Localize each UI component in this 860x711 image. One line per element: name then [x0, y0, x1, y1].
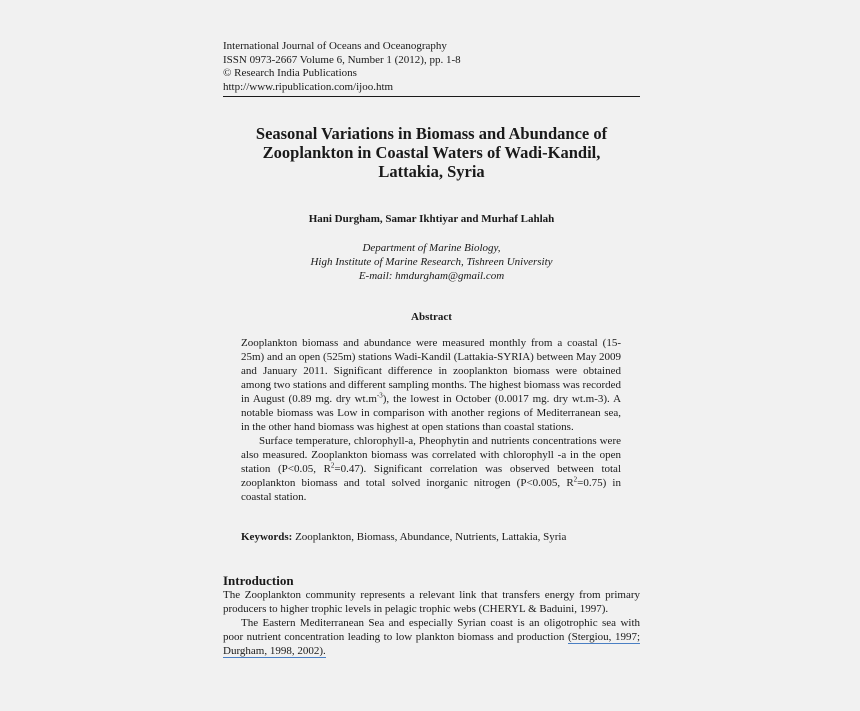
- abstract-paragraph-1: Zooplankton biomass and abundance were measured monthly from a coastal (15-25m) and an open (525m) stations Wadi-Kandil (Lattakia-SYRIA) between May 2009 and January 2011. Significant difference in zooplankton biomass were obtained among two stations and different sampling months. The highest biomass was recorded in August (0.89 mg. dry $wt.m^{-3}$), the lowest in October (0.0017 mg. dry wt.m-3). A notable biomass was Low in comparison with another regions of Mediterranean sea, in the other hand biomass was highest at open stations than coastal stations.: [241, 337, 622, 433]
- title-line-2: Zooplankton in Coastal Waters of Wadi-Kandil,: [262, 143, 601, 162]
- citation-link[interactable]: (Stergiou, 1997; Durgham, 1998, 2002).: [223, 631, 641, 657]
- abstract-paragraph-2: Surface temperature, chlorophyll-a, Pheophytin and nutrients concentrations were also measured. Zooplankton biomass was correlated with chlorophyll -a in the open station (P<0.05, $R^2=0.47$). Significant correlation was observed between total zooplankton biomass and total solved inorganic nitrogen (P<0.005, $R^2=0.75$) in coastal station.: [241, 435, 621, 503]
- title-line-1: Seasonal Variations in Biomass and Abundance of: [255, 124, 608, 143]
- keywords-label: Keywords:: [241, 531, 293, 543]
- journal-copyright: © Research India Publications: [223, 67, 357, 79]
- affiliation-email[interactable]: E-mail: hmdurgham@gmail.com: [358, 270, 505, 282]
- intro-paragraph-2: The Eastern Mediterranean Sea and especially Syrian coast is an oligotrophic sea with poor nutrient concentration leading to low plankton biomass and production (Stergiou, 1997; Durgham, 1998, 2002).: [223, 617, 641, 657]
- introduction-body: [223, 588, 640, 658]
- journal-header: [223, 40, 640, 97]
- abstract-heading: Abstract: [411, 311, 452, 323]
- journal-url[interactable]: http://www.ripublication.com/ijoo.htm: [223, 80, 394, 93]
- journal-issn: ISSN 0973-2667 Volume 6, Number 1 (2012), pp. 1-8: [223, 53, 461, 66]
- keywords-text: Zooplankton, Biomass, Abundance, Nutrients, Lattakia, Syria: [292, 531, 567, 543]
- affiliation: [223, 241, 640, 283]
- journal-name: International Journal of Oceans and Oceanography: [223, 40, 447, 52]
- introduction-heading: Introduction: [223, 573, 294, 588]
- affiliation-dept: Department of Marine Biology,: [362, 242, 501, 254]
- author-list: Hani Durgham, Samar Ikhtiyar and Murhaf Lahlah: [308, 213, 555, 225]
- title-line-3: Lattakia, Syria: [378, 162, 485, 181]
- paper-title: [223, 124, 640, 181]
- intro-paragraph-1: The Zooplankton community represents a relevant link that transfers energy from primary producers to higher trophic levels in pelagic trophic webs (CHERYL & Baduini, 1997).: [223, 589, 640, 615]
- affiliation-institute: High Institute of Marine Research, Tishreen University: [310, 256, 553, 268]
- keywords: [241, 531, 621, 543]
- abstract-body: [241, 336, 621, 504]
